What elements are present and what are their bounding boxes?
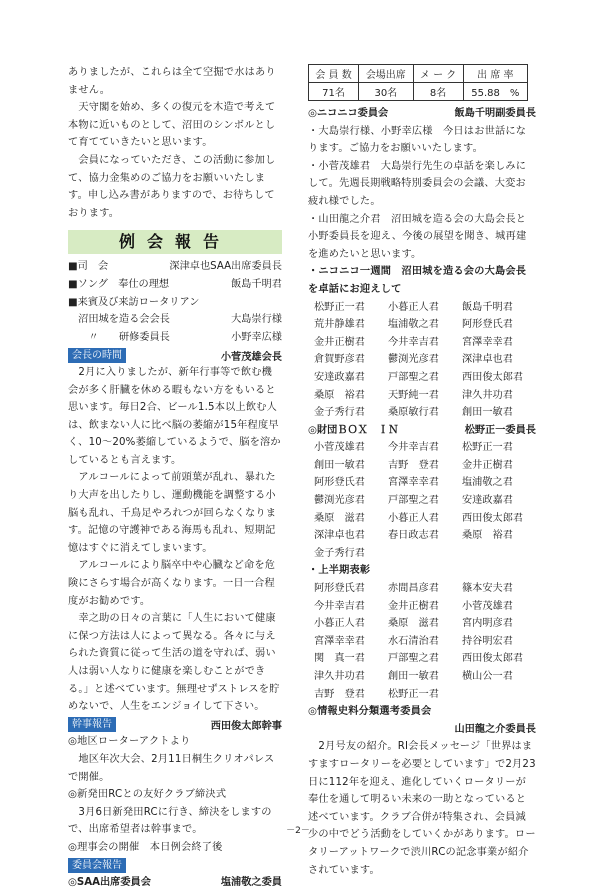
- name-cell: 塩浦敬之君: [388, 319, 439, 331]
- box-person: 松野正一委員長: [464, 424, 536, 436]
- committee-person: 塩浦敬之委員: [220, 877, 282, 889]
- attendance-header-row: [309, 65, 528, 83]
- name-cell: 小暮正人君: [388, 512, 439, 524]
- meta-row: [68, 311, 282, 329]
- name-cell: 戸部聖之君: [388, 371, 439, 383]
- name-cell: 創田一敏君: [388, 671, 439, 682]
- name-cell: 飯島千明君: [462, 301, 513, 313]
- name-cell: 西田俊太郎君: [462, 371, 524, 383]
- name-cell: 横山公一君: [462, 671, 513, 682]
- intro-text: ありましたが、これらは全て空掘で水はありません。 天守閣を始め、多くの復元を木造で考えて本物に近いものとして、沼田のシンボルとして育てていきたいと思います。 会員になっていただき、この活動に参加して、協力金集めのご協力をお願いいたします。申し込み書がありますので、お待ちしております。: [68, 67, 276, 219]
- name-cell: 西田俊太郎君: [462, 512, 524, 524]
- name-cell: 宮澤幸幸君: [388, 477, 439, 489]
- secretary-tag: 幹事報告: [68, 717, 116, 732]
- name-cell: 倉賀野彦君: [314, 354, 365, 366]
- name-cell: 西田俊太郎君: [462, 653, 524, 665]
- name-cell: 戸部聖之君: [388, 653, 439, 665]
- value-cell: 55.88 %: [463, 83, 527, 101]
- name-cell: 持谷明宏君: [462, 635, 513, 647]
- week-title: ・ニコニコ一週間 沼田城を造る会の大島会長を卓話にお迎えして: [308, 266, 527, 295]
- section-heading: 例会報告: [68, 230, 282, 254]
- name-cell: 津久井功君: [314, 671, 365, 682]
- name-cell: [462, 545, 536, 563]
- meta-label: ■司 会: [68, 261, 109, 273]
- niko-header: [308, 105, 536, 123]
- name-cell: 吉野 登君: [314, 688, 365, 700]
- name-cell: 小菅茂雄君: [462, 600, 513, 612]
- box-names: [308, 439, 536, 562]
- meta-row: [68, 329, 282, 347]
- box-title: ◎財団ＢＯＸ ＩＮ: [308, 424, 399, 436]
- meta-value: 小野幸広様: [231, 331, 282, 343]
- name-cell: 関 真一君: [314, 653, 365, 665]
- name-cell: 安達政嘉君: [314, 371, 365, 383]
- box-header: [308, 422, 536, 440]
- committee-line: [68, 874, 282, 892]
- meta-label: 〃 研修委員長: [68, 331, 170, 343]
- header-cell: メ ー ク: [413, 65, 463, 83]
- name-cell: 桑原 裕君: [462, 530, 513, 542]
- niko-person: 飯島千明副委員長: [454, 108, 536, 119]
- left-column: [68, 64, 282, 892]
- name-cell: 創田一敏君: [462, 407, 513, 419]
- name-cell: 深津卓也君: [314, 530, 365, 542]
- niko-title: ◎ニコニコ委員会: [308, 108, 389, 119]
- name-cell: 天野純一君: [388, 389, 439, 401]
- meeting-meta: [68, 258, 282, 346]
- name-cell: 阿形登氏君: [314, 477, 365, 489]
- committee-tag: 委員会報告: [68, 858, 126, 873]
- secretary-items: ◎地区ローターアクトより 地区年次大会、2月11日桐生クリオパレスで開催。 ◎新発田RCとの友好クラブ締決式 3月6日新発田RCに行き、締決をしますので、出席希望者は幹事まで。 ◎理事会の開催 本日例会終了後: [68, 736, 275, 853]
- value-cell: 30名: [359, 83, 413, 101]
- name-cell: 松野正一君: [314, 301, 365, 313]
- name-cell: 宮澤幸幸君: [462, 336, 513, 348]
- president-text: 2月に入りましたが、新年行事等で飲む機会が多く肝臓を休める暇もない方をもいると思います。毎日2合、ビール1.5本以上飲む人は、飲まない人に比べ脳の萎縮が15年程度早く、10～20%萎縮しているようで、脳を溶かしているとも言えます。 アルコールによって前頭葉が乱れ、暴れたり大声を出したりし、運動機能を調整する小脳も乱れ、千鳥足やろれつが回らなくなります。記憶の守護神である海馬も乱れ、短期記憶はすぐに消えてしまいます。 アルコールにより脳卒中や心臓など命を危険にさらす場合が高くなります。一日一合程度がお勧めです。 幸之助の日々の言葉に「人生において健康に保つ方法は人によって異なる。各々に与えられた資質に従って生活の道を守れば、弱い人は弱い人なりに健康を楽しむことができる。」と述べています。無理せずストレスを貯めないで、人生をエンジョイして下さい。: [68, 366, 281, 713]
- header-cell: 会場出席: [359, 65, 413, 83]
- meta-row: [68, 258, 282, 276]
- meta-value: 深津卓也SAA出席委員長: [169, 261, 282, 273]
- meta-label: 沼田城を造る会会長: [68, 314, 170, 326]
- name-cell: 桑原敏行君: [388, 407, 439, 419]
- name-cell: 水石清治君: [388, 635, 439, 647]
- name-cell: 安達政嘉君: [462, 495, 513, 507]
- name-cell: 桑原 滋君: [314, 512, 365, 524]
- name-cell: 阿形登氏君: [314, 583, 365, 595]
- name-cell: 鬱渕光彦君: [388, 354, 439, 366]
- name-cell: 金井正樹君: [388, 600, 439, 612]
- name-cell: 今井幸吉君: [388, 442, 439, 454]
- name-cell: 吉野 登君: [388, 459, 439, 471]
- header-cell: 会 員 数: [309, 65, 359, 83]
- page-number: －2－: [286, 826, 310, 836]
- attendance-table: [308, 64, 528, 101]
- name-cell: 金子秀行君: [314, 547, 365, 559]
- committee-name: ◎SAA出席委員会: [68, 877, 151, 889]
- name-cell: 鬱渕光彦君: [314, 495, 365, 507]
- name-cell: 津久井功君: [462, 389, 513, 401]
- name-cell: [388, 545, 462, 563]
- name-cell: 赤間昌彦君: [388, 583, 439, 595]
- name-cell: 春日政志君: [388, 530, 439, 542]
- half-title: ・上半期表彰: [308, 565, 371, 577]
- name-cell: 桑原 滋君: [388, 618, 439, 630]
- name-cell: 金井正樹君: [314, 336, 365, 348]
- name-cell: 深津卓也君: [462, 354, 513, 366]
- name-cell: 松野正一君: [388, 688, 439, 700]
- half-names: [308, 580, 536, 703]
- name-cell: 篠本安夫君: [462, 583, 513, 595]
- name-cell: 今井幸吉君: [388, 336, 439, 348]
- name-cell: 小暮正人君: [388, 301, 439, 313]
- meta-row: [68, 276, 282, 294]
- info-person: 山田龍之介委員長: [454, 723, 536, 735]
- name-cell: [462, 686, 536, 704]
- name-cell: 小暮正人君: [314, 618, 365, 630]
- meta-value: 飯島千明君: [231, 278, 282, 290]
- meta-value: 大島崇行様: [231, 314, 282, 326]
- week-names: [308, 299, 536, 422]
- president-tag: 会長の時間: [68, 348, 126, 363]
- president-name: 小菅茂雄会長: [220, 351, 282, 363]
- name-cell: 金子秀行君: [314, 407, 365, 419]
- right-column: [308, 64, 536, 879]
- name-cell: 金井正樹君: [462, 459, 513, 471]
- name-cell: 阿形登氏君: [462, 319, 513, 331]
- president-header: [68, 346, 282, 364]
- name-cell: 松野正一君: [462, 442, 513, 454]
- name-cell: 桑原 裕君: [314, 389, 365, 401]
- name-cell: 創田一敏君: [314, 459, 365, 471]
- name-cell: 宮澤幸幸君: [314, 635, 365, 647]
- value-cell: 8名: [413, 83, 463, 101]
- meta-label: ■来賓及び来訪ロータリアン: [68, 296, 200, 308]
- name-cell: 塩浦敬之君: [462, 477, 513, 489]
- secretary-header: [68, 716, 282, 734]
- value-cell: 71名: [309, 83, 359, 101]
- name-cell: 宮内明彦君: [462, 618, 513, 630]
- name-cell: 今井幸吉君: [314, 600, 365, 612]
- info-text: 2月号友の紹介。RI会長メッセージ「世界はますますロータリーを必要としています」で2月23日に112年を迎え、進化していくロータリーが奉仕を通して明るい未来の一助となっていると述べています。クラブ合併が特集され、会員減少の中でどう活動をしていくかがあります。ロータリーアットワークで渋川RCの記念事業が紹介されています。: [308, 741, 536, 876]
- committee-header: [68, 857, 282, 875]
- niko-text: ・大島崇行様、小野幸広様 今日はお世話になります。ご協力をお願いいたします。 ・小菅茂雄君 大島崇行先生の卓話を楽しみにして。先週長期戦略特別委員会の会議、大変お疲れ様でした。 ・山田龍之介君 沼田城を造る会の大島会長と小野委員長を迎え、今後の展望を聞き、城再建を進めたいと思います。: [308, 125, 527, 260]
- header-cell: 出 席 率: [463, 65, 527, 83]
- info-title: ◎情報史料分類選考委員会: [308, 706, 432, 718]
- name-cell: 荒井静雄君: [314, 319, 365, 331]
- info-person-row: [308, 721, 536, 739]
- meta-label: ■ソング 奉仕の理想: [68, 278, 170, 290]
- attendance-value-row: [309, 83, 528, 101]
- name-cell: 戸部聖之君: [388, 495, 439, 507]
- meta-row: [68, 294, 282, 312]
- secretary-name: 西田俊太郎幹事: [210, 721, 282, 733]
- name-cell: 小菅茂雄君: [314, 442, 365, 454]
